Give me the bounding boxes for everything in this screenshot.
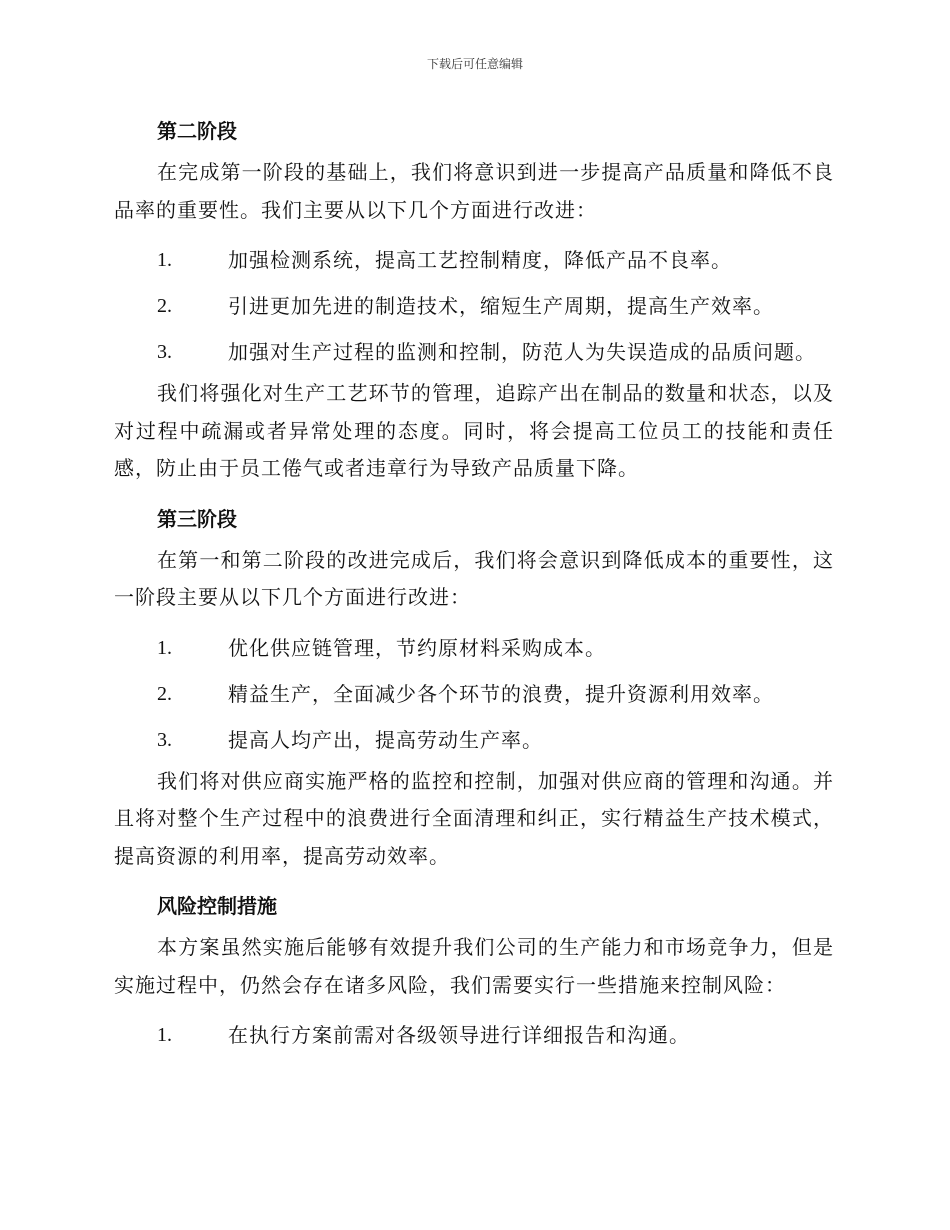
list-text: 引进更加先进的制造技术，缩短生产周期，提高生产效率。 xyxy=(228,294,774,318)
list-number: 2. xyxy=(157,682,172,705)
document-body xyxy=(114,108,834,1058)
section-intro: 在第一和第二阶段的改进完成后，我们将会意识到降低成本的重要性，这一阶段主要从以下几个方面进行改进： xyxy=(114,547,834,609)
list-item xyxy=(114,1012,834,1058)
list-text: 加强检测系统，提高工艺控制精度，降低产品不良率。 xyxy=(228,248,732,272)
list-item xyxy=(114,237,834,283)
section-heading: 风险控制措施 xyxy=(157,894,277,918)
list-text: 精益生产，全面减少各个环节的浪费，提升资源利用效率。 xyxy=(228,681,774,706)
list-item xyxy=(114,329,834,375)
section-conclusion: 我们将对供应商实施严格的监控和控制，加强对供应商的管理和沟通。并且将对整个生产过程中的浪费进行全面清理和纠正，实行精益生产技术模式，提高资源的利用率，提高劳动效率。 xyxy=(114,768,834,868)
section-conclusion: 我们将强化对生产工艺环节的管理，追踪产出在制品的数量和状态，以及对过程中疏漏或者异常处理的态度。同时，将会提高工位员工的技能和责任感，防止由于员工倦气或者违章行为导致产品质量下降。 xyxy=(114,381,834,480)
list-number: 3. xyxy=(157,341,172,363)
list-item xyxy=(114,283,834,329)
list-text: 提高人均产出，提高劳动生产率。 xyxy=(228,727,543,752)
list-number: 3. xyxy=(157,728,172,751)
page-header-note: 下载后可任意编辑 xyxy=(426,57,523,71)
list-text: 加强对生产过程的监测和控制，防范人为失误造成的品质问题。 xyxy=(228,340,816,364)
section-intro: 本方案虽然实施后能够有效提升我们公司的生产能力和市场竞争力，但是实施过程中，仍然会存在诸多风险，我们需要实行一些措施来控制风险： xyxy=(114,935,834,997)
section-heading: 第三阶段 xyxy=(157,506,237,531)
list-item xyxy=(114,717,834,763)
list-item xyxy=(114,671,834,717)
section-intro: 在完成第一阶段的基础上，我们将意识到进一步提高产品质量和降低不良品率的重要性。我们主要从以下几个方面进行改进： xyxy=(114,160,834,222)
list-number: 1. xyxy=(157,1024,172,1046)
list-text: 在执行方案前需对各级领导进行详细报告和沟通。 xyxy=(228,1023,690,1047)
list-number: 1. xyxy=(157,636,172,659)
list-item xyxy=(114,625,834,671)
list-number: 2. xyxy=(157,295,172,317)
section-heading: 第二阶段 xyxy=(157,119,237,143)
list-number: 1. xyxy=(157,249,172,271)
list-text: 优化供应链管理，节约原材料采购成本。 xyxy=(228,635,606,660)
